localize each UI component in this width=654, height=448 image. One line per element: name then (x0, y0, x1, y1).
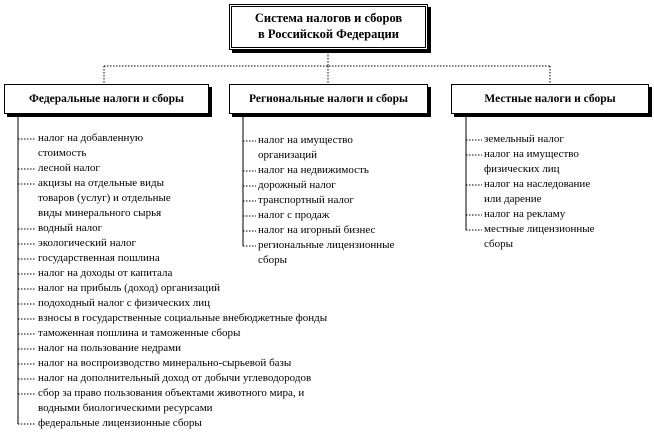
local-taxes-box (451, 84, 649, 114)
federal-tax-item-line: сбор за право пользования объектами животного мира, и (38, 387, 305, 399)
federal-tax-item-line: экологический налог (38, 237, 137, 249)
regional-taxes-list (258, 133, 394, 268)
federal-tax-item-line: подоходный налог с физических лиц (38, 297, 210, 309)
federal-tax-item (38, 281, 327, 296)
local-tax-item-line: физических лиц (484, 163, 560, 175)
federal-tax-item-line: акцизы на отдельные виды (38, 177, 164, 189)
regional-tax-item-line: региональные лицензионные (258, 239, 395, 251)
federal-tax-item (38, 341, 327, 356)
federal-taxes-box (4, 84, 209, 114)
local-tax-item-line: налог на имущество (484, 148, 579, 160)
regional-tax-item (258, 193, 394, 208)
federal-tax-item-line: налог на пользование недрами (38, 342, 181, 354)
federal-tax-item-line: лесной налог (38, 162, 100, 174)
regional-tax-item-line: налог на недвижимость (258, 164, 369, 176)
regional-tax-item-line: дорожный налог (258, 179, 336, 191)
federal-tax-item-line: товаров (услуг) и отдельные (38, 192, 171, 204)
local-tax-item-line: налог на наследование (484, 178, 591, 190)
regional-tax-item-line: налог на имущество (258, 134, 353, 146)
federal-tax-item-line: налог на дополнительный доход от добычи углеводородов (38, 372, 312, 384)
federal-tax-item (38, 371, 327, 386)
local-tax-item-line: местные лицензионные (484, 223, 595, 235)
federal-tax-item (38, 386, 327, 416)
local-taxes-title: Местные налоги и сборы (484, 93, 616, 105)
local-tax-item (484, 222, 595, 252)
local-tax-item (484, 177, 595, 207)
local-tax-item (484, 132, 595, 147)
federal-tax-item-line: виды минерального сырья (38, 207, 162, 219)
federal-tax-item (38, 326, 327, 341)
regional-tax-item-line: транспортный налог (258, 194, 354, 206)
local-tax-item-line: сборы (484, 238, 514, 250)
regional-tax-item (258, 133, 394, 163)
federal-tax-item-line: водный налог (38, 222, 103, 234)
regional-tax-item (258, 163, 394, 178)
regional-tax-item (258, 238, 394, 268)
federal-tax-item-line: водными биологическими ресурсами (38, 402, 213, 414)
federal-tax-item (38, 311, 327, 326)
regional-taxes-box (229, 84, 428, 114)
federal-tax-item-line: таможенная пошлина и таможенные сборы (38, 327, 241, 339)
federal-taxes-title: Федеральные налоги и сборы (29, 93, 184, 105)
root-title-line-2: в Российской Федерации (258, 27, 399, 41)
root-box (229, 4, 428, 50)
regional-tax-item-line: налог с продаж (258, 209, 330, 221)
regional-tax-item-line: организаций (258, 149, 318, 161)
federal-tax-item-line: налог на воспроизводство минерально-сырьевой базы (38, 357, 292, 369)
federal-tax-item-line: государственная пошлина (38, 252, 160, 264)
regional-taxes-title: Региональные налоги и сборы (248, 93, 409, 105)
federal-tax-item-line: налог на добавленную (38, 132, 144, 144)
federal-tax-item (38, 266, 327, 281)
local-tax-item-line: земельный налог (484, 133, 564, 145)
federal-tax-item-line: налог на прибыль (доход) организаций (38, 282, 220, 294)
regional-tax-item-line: сборы (258, 254, 288, 266)
federal-tax-item-line: взносы в государственные социальные внебюджетные фонды (38, 312, 328, 324)
local-tax-item-line: или дарение (484, 193, 542, 205)
local-tax-item-line: налог на рекламу (484, 208, 566, 220)
federal-tax-item-line: федеральные лицензионные сборы (38, 417, 202, 429)
regional-tax-item (258, 208, 394, 223)
federal-tax-item (38, 356, 327, 371)
federal-tax-item-line: налог на доходы от капитала (38, 267, 173, 279)
local-taxes-list (484, 132, 595, 252)
root-title-line-1: Система налогов и сборов (254, 11, 403, 26)
federal-tax-item-line: стоимость (38, 147, 87, 159)
regional-tax-item (258, 178, 394, 193)
local-tax-item (484, 207, 595, 222)
regional-tax-item (258, 223, 394, 238)
local-tax-item (484, 147, 595, 177)
federal-tax-item (38, 296, 327, 311)
regional-tax-item-line: налог на игорный бизнес (258, 224, 376, 236)
federal-tax-item (38, 416, 327, 431)
